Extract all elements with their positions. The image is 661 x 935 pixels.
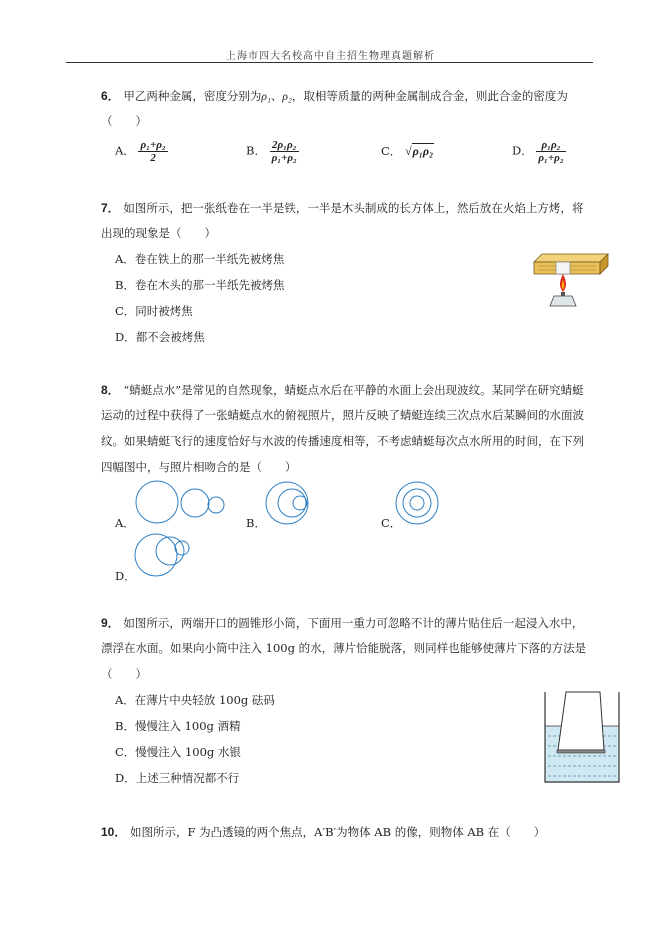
q8-number: 8．	[101, 383, 120, 397]
ripple-circle	[396, 482, 438, 524]
block-top-face	[534, 254, 608, 262]
q6-option-a-fraction: $\frac{\text{ρ₁+ρ₂}}{2}$	[140, 139, 166, 164]
ripple-circle	[208, 497, 224, 513]
ripple-circle	[181, 489, 209, 517]
page-header: 上海市四大名校高中自主招生物理真题解析	[226, 51, 435, 62]
q10-stem: 10． 如图所示，F 为凸透镜的两个焦点，A′B′为物体 AB 的像，则物体 AB 在（ ）	[101, 825, 546, 839]
q8-stem-line2: 运动的过程中获得了一张蜻蜓点水的俯视照片，照片反映了蜻蜓连续三次点水后某瞬间的水面波	[101, 408, 584, 422]
ripple-circle	[403, 489, 431, 517]
q6-option-d: D． $\frac{\text{ρ₁ρ₂}}{\text{ρ₁+ρ₂}}$	[512, 139, 564, 164]
q9-stem-line2: 漂浮在水面。如果向小筒中注入 100g 的水，薄片恰能脱落，则同样也能够使薄片下落的方法是	[101, 641, 587, 655]
paper-wrap	[556, 262, 570, 274]
q8-stem-line4: 四幅图中，与照片相吻合的是（ ）	[101, 460, 297, 474]
q10-number: 10．	[101, 825, 127, 839]
q7-option-d: D．都不会被烤焦	[115, 330, 205, 344]
q6-number: 6．	[101, 89, 120, 103]
q9-figure-beaker	[542, 690, 624, 786]
q7-option-b: B．卷在木头的那一半纸先被烤焦	[115, 278, 285, 292]
q9-number: 9．	[101, 616, 120, 630]
q6-option-a: A． $\frac{\text{ρ₁+ρ₂}}{2}$	[115, 139, 166, 164]
q9-stem-line1: 9． 如图所示，两端开口的圆锥形小筒，下面用一重力可忽略不计的薄片贴住后一起浸入水中，	[101, 616, 584, 630]
ripple-circle	[278, 489, 306, 517]
q8-option-d-label: D．	[115, 569, 136, 583]
q8-option-b-label: B．	[246, 516, 266, 530]
q6-option-c-sqrt: √ρ₁ρ₂	[404, 144, 434, 158]
q8-figure-c	[392, 478, 442, 528]
thin-plate	[557, 750, 605, 753]
ripple-circle	[293, 496, 307, 510]
q8-option-a-label: A．	[115, 516, 135, 530]
header-rule	[66, 62, 593, 63]
q6-option-d-fraction: $\frac{\text{ρ₁ρ₂}}{\text{ρ₁+ρ₂}}$	[538, 139, 564, 164]
q8-figure-b	[262, 478, 312, 528]
q7-stem-line2: 出现的现象是（ ）	[101, 226, 216, 240]
q7-figure-block-flame	[530, 250, 610, 312]
q8-stem-line3: 纹。如果蜻蜓飞行的速度恰好与水波的传播速度相等，不考虑蜻蜓每次点水所用的时间，在下列	[101, 434, 584, 448]
q8-figure-a	[132, 478, 232, 528]
ripple-circle	[136, 481, 178, 523]
q7-number: 7．	[101, 201, 120, 215]
ripple-circle	[266, 482, 308, 524]
alcohol-lamp-icon	[550, 296, 576, 306]
q7-option-a: A．卷在铁上的那一半纸先被烤焦	[115, 252, 285, 266]
q6-option-b-fraction: $\frac{\text{2ρ₁ρ₂}}{\text{ρ₁+ρ₂}}$	[271, 139, 297, 164]
q9-option-a: A．在薄片中央轻放 100g 砝码	[115, 693, 275, 707]
ripple-circle	[410, 496, 424, 510]
q7-stem-line1: 7． 如图所示，把一张纸卷在一半是铁，一半是木头制成的长方体上，然后放在火焰上方烤，将	[101, 201, 584, 215]
q6-option-b: B． $\frac{\text{2ρ₁ρ₂}}{\text{ρ₁+ρ₂}}$	[246, 139, 297, 164]
q9-option-c: C．慢慢注入 100g 水银	[115, 745, 241, 759]
ripple-circle	[135, 534, 177, 576]
q8-stem-line1: 8． “蜻蜓点水”是常见的自然现象，蜻蜓点水后在平静的水面上会出现波纹。某同学在研究蜻蜓	[101, 383, 584, 397]
q6-option-c: C． √ρ₁ρ₂	[381, 144, 434, 158]
q9-option-b: B．慢慢注入 100g 酒精	[115, 719, 241, 733]
q8-option-c-label: C．	[381, 516, 402, 530]
q7-option-c: C．同时被烤焦	[115, 304, 193, 318]
q9-option-d: D．上述三种情况都不行	[115, 771, 240, 785]
q6-blank: （ ）	[101, 114, 147, 128]
q8-figure-d	[130, 530, 200, 580]
q6-stem-line1: 6． 甲乙两种金属，密度分别为ρ₁、ρ₂，取相等质量的两种金属制成合金，则此合金的密度为	[101, 89, 568, 103]
q9-blank: （ ）	[101, 667, 147, 681]
